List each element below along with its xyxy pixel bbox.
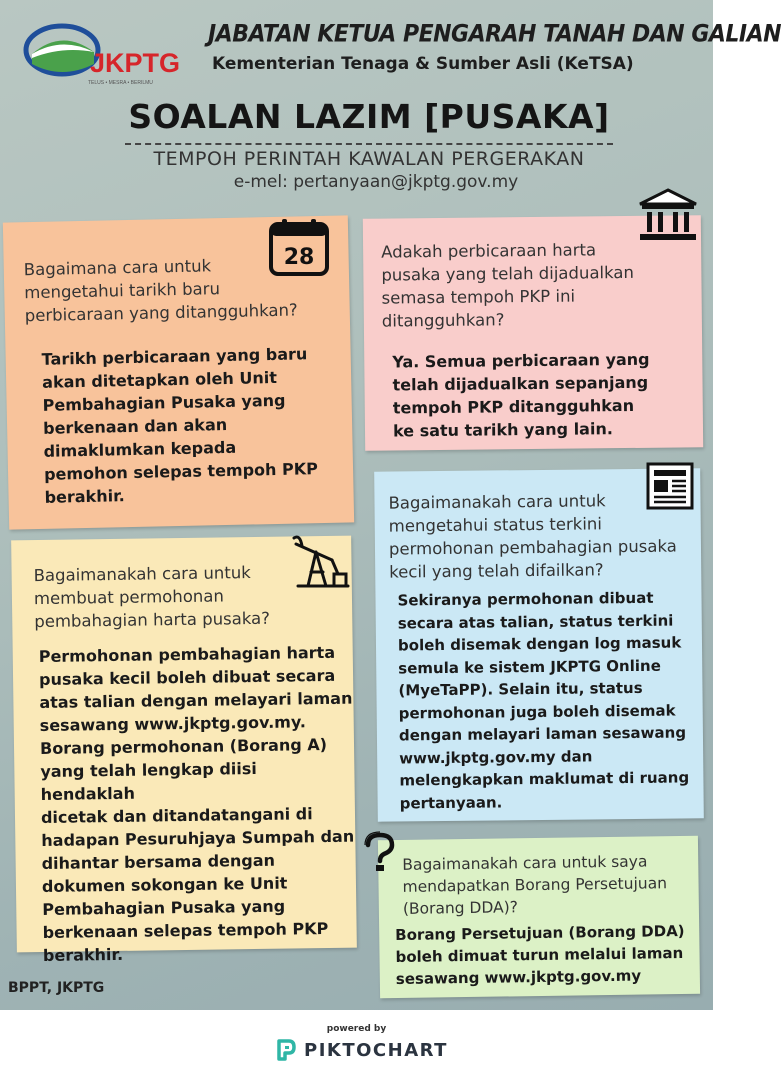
organisation-title: JABATAN KETUA PENGARAH TANAH DAN GALIAN (208, 20, 781, 49)
period-subtitle: TEMPOH PERINTAH KAWALAN PERGERAKAN (153, 148, 585, 170)
page-title: SOALAN LAZIM [PUSAKA] (128, 97, 610, 136)
faq-question: Bagaimanakah cara untuk membuat permohonan pembahagian harta pusaka? (33, 563, 271, 632)
jkptg-logo (22, 18, 197, 90)
faq-answer: Permohonan pembahagian harta pusaka kecil boleh dibuat secara atas talian dengan melayari laman sesawang www.jkptg.gov.my. Borang permohonan (Borang A) yang telah lengkap diisi hendaklah dicetak dan ditandatangani di hadapan Pesuruhjaya Sumpah dan dihantar bersama dengan dokumen sokongan ke Unit Pembahagian Pusaka yang berkenaan selepas tempoh PKP berakhir. (38, 642, 355, 965)
powered-by-label: powered by (326, 1024, 387, 1034)
calendar-icon (268, 218, 330, 278)
faq-answer: Borang Persetujuan (Borang DDA) boleh dimuat turun melalui laman sesawang www.jkptg.gov.my (395, 921, 685, 989)
contact-email[interactable]: e-mel: pertanyaan@jkptg.gov.my (233, 172, 519, 192)
faq-answer: Tarikh perbicaraan yang baru akan ditetapkan oleh Unit Pembahagian Pusaka yang berkenaan dan akan dimaklumkan kepada pemohon selepas tempoh PKP berakhir. (41, 344, 319, 507)
question-mark-icon (362, 832, 398, 872)
logo-tagline: TELUS • MESRA • BERILMU (88, 80, 153, 86)
newspaper-icon (646, 462, 694, 510)
faq-card-apply-distribution (11, 536, 357, 965)
calendar-date: 28 (283, 245, 315, 270)
faq-question: Adakah perbicaraan harta pusaka yang telah dijadualkan semasa tempoh PKP ini ditangguhkan? (381, 240, 635, 331)
piktochart-brand[interactable] (276, 1038, 448, 1062)
faq-card-hearing-postponed (363, 215, 703, 451)
piktochart-logo-icon (276, 1039, 296, 1061)
faq-answer: Ya. Semua perbicaraan yang telah dijadualkan sepanjang tempoh PKP ditangguhkan ke satu tarikh yang lain. (392, 349, 650, 441)
faq-question: Bagaimanakah cara untuk saya mendapatkan Borang Persetujuan (Borang DDA)? (402, 852, 668, 918)
faq-question: Bagaimana cara untuk mengetahui tarikh baru perbicaraan yang ditangguhkan? (23, 256, 298, 326)
ministry-subtitle: Kementerian Tenaga & Sumber Asli (KeTSA) (212, 54, 634, 74)
credit-label: BPPT, JKPTG (8, 980, 105, 996)
faq-card-dda-form (378, 836, 700, 998)
courthouse-icon (636, 188, 700, 244)
logo-text: JKPTG (90, 48, 181, 78)
faq-card-check-status (374, 468, 704, 821)
faq-question: Bagaimanakah cara untuk mengetahui status terkini permohonan pembahagian pusaka kecil yang telah difailkan? (388, 491, 677, 582)
oil-pump-icon (292, 530, 352, 590)
title-divider (125, 143, 613, 145)
faq-answer: Sekiranya permohonan dibuat secara atas talian, status terkini boleh disemak dengan log masuk semula ke sistem JKPTG Online (MyeTaPP). Selain itu, status permohonan juga boleh disemak dengan melayari laman sesawang www.jkptg.gov.my dan melengkapkan maklumat di ruang pertanyaan. (397, 588, 690, 812)
piktochart-wordmark: PIKTOCHART (304, 1039, 448, 1061)
